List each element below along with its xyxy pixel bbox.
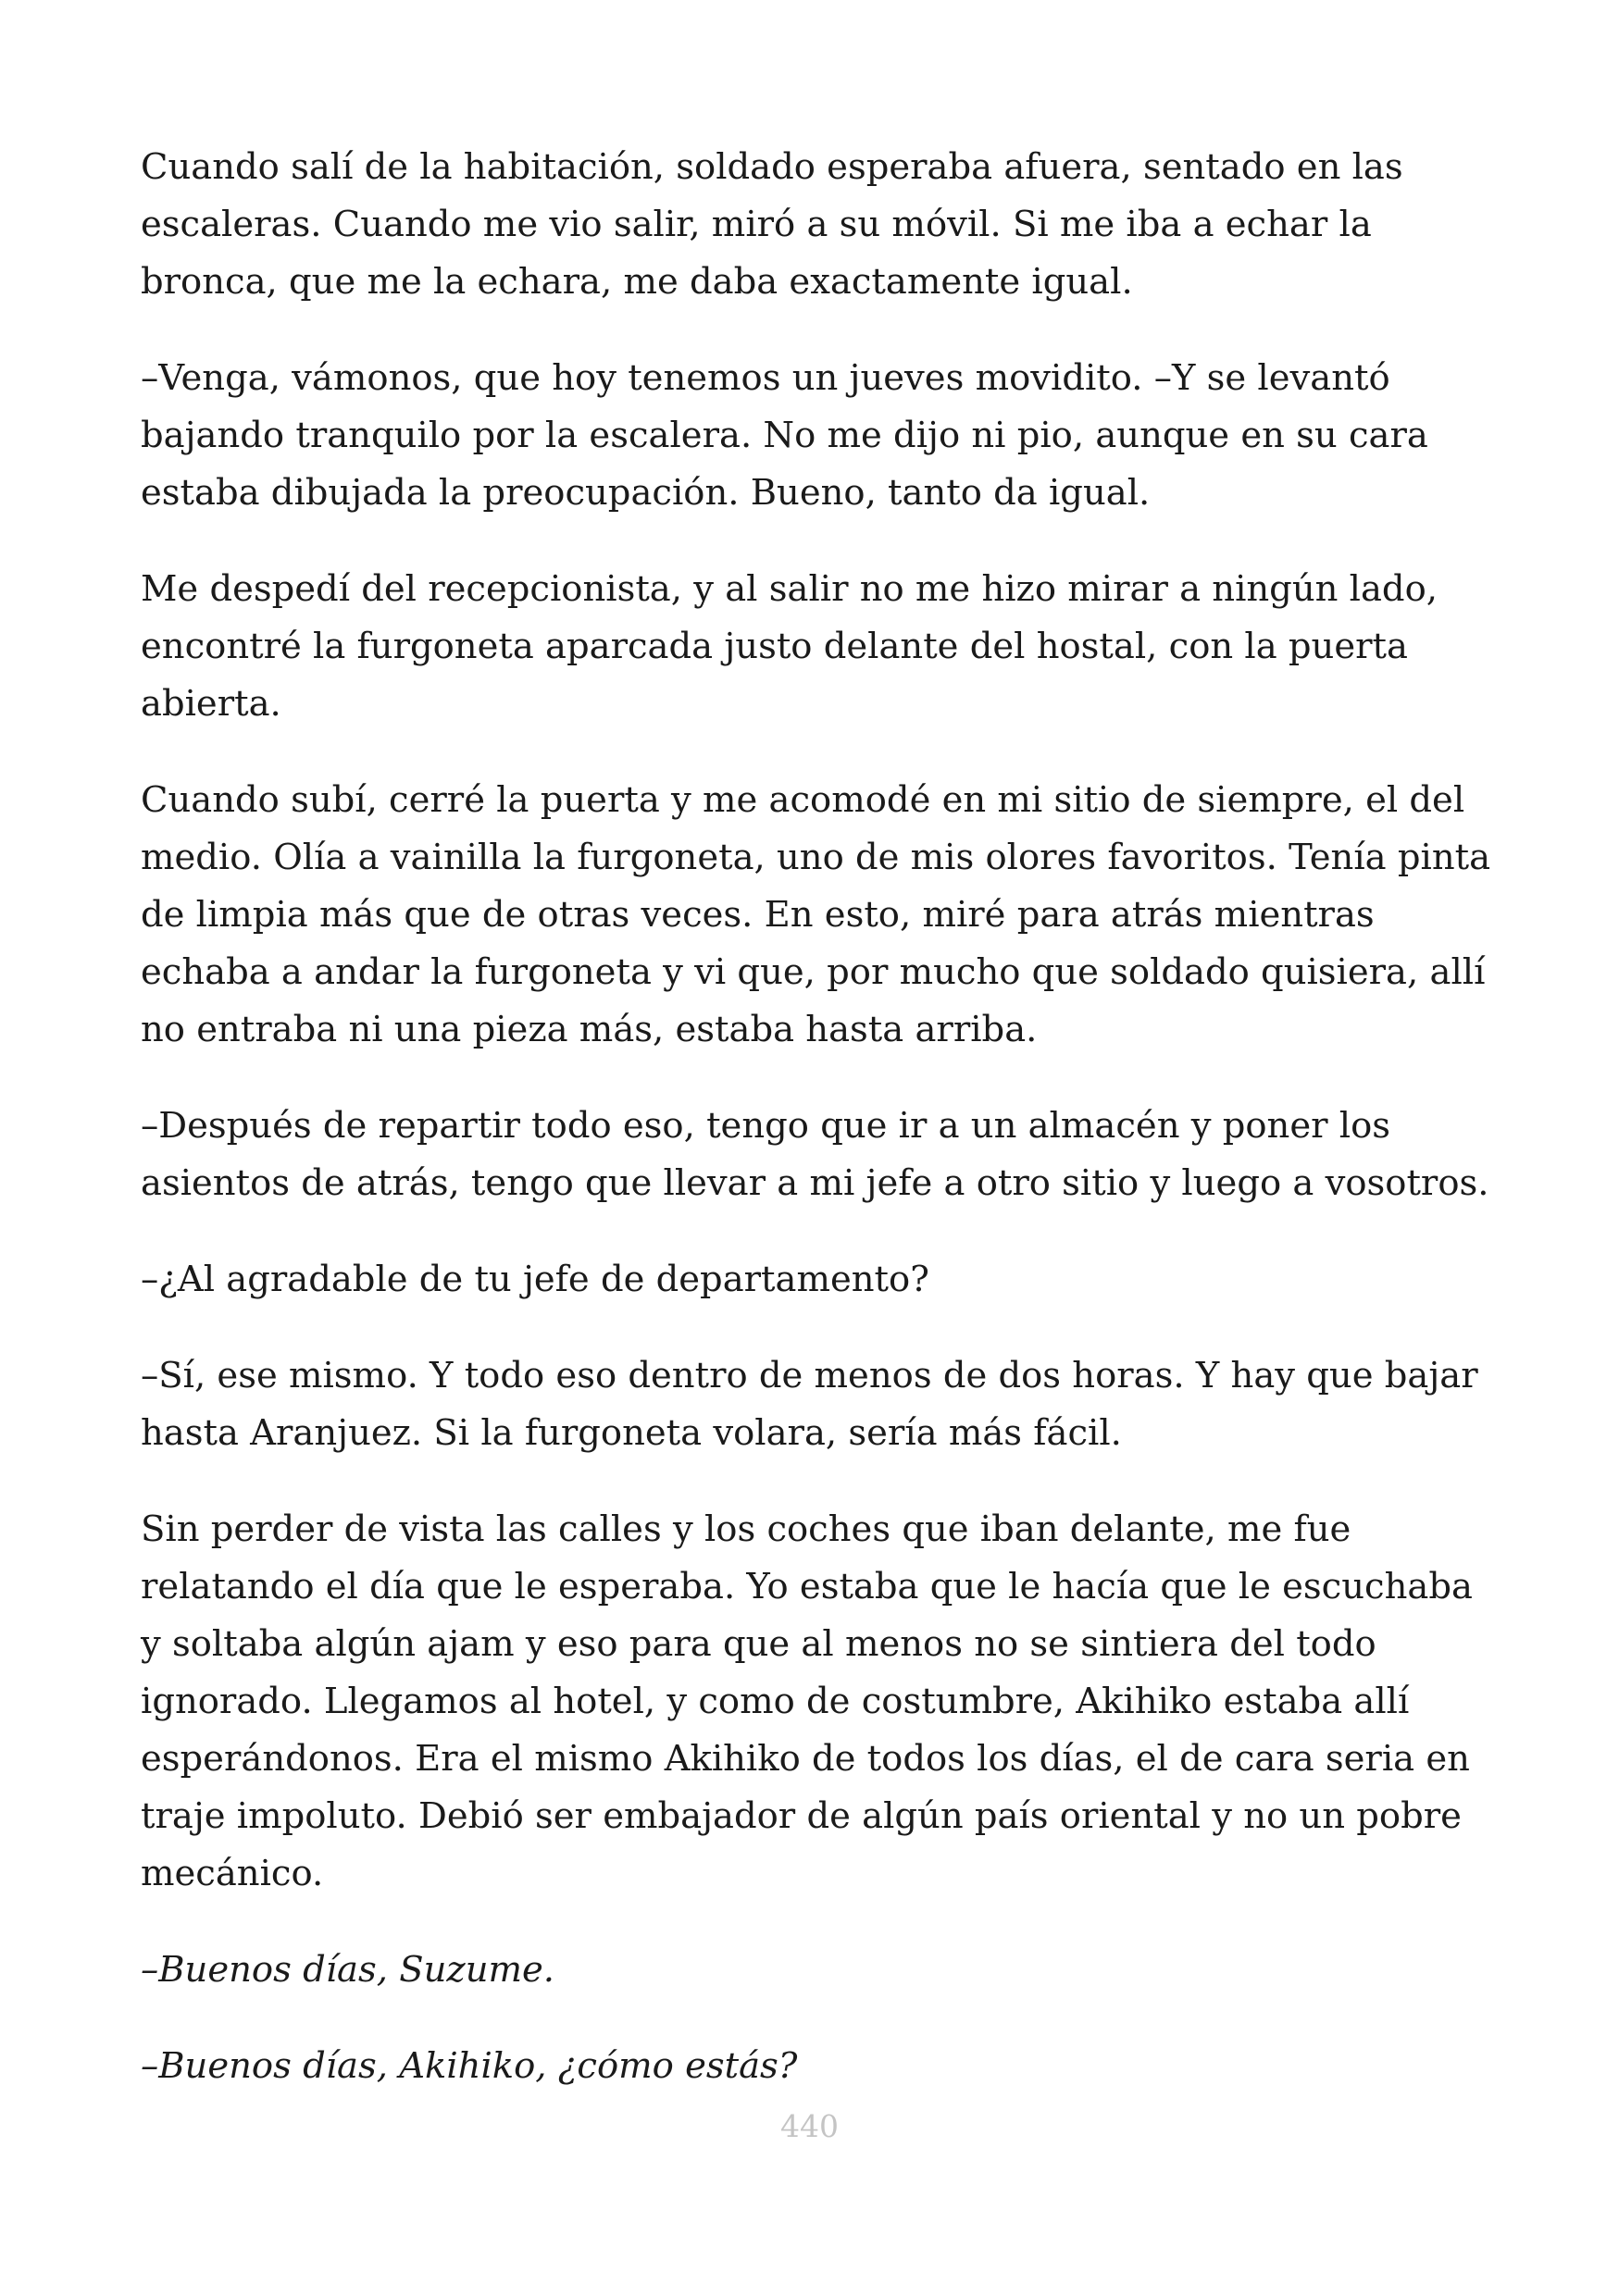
paragraph: –Sí, ese mismo. Y todo eso dentro de menos de dos horas. Y hay que bajar hasta Aranjuez. Si la furgoneta volara, sería más fácil. [141,1355,1478,1454]
paragraph: –Venga, vámonos, que hoy tenemos un jueves movidito. –Y se levantó bajando tranquilo por la escalera. No me dijo ni pio, aunque en su cara estaba dibujada la preocupación. Bueno, tanto da igual. [141,357,1428,514]
paragraph: Sin perder de vista las calles y los coches que iban delante, me fue relatando el día que le esperaba. Yo estaba que le hacía que le escuchaba y soltaba algún ajam y eso para que al menos no se sintiera del todo ignorado. Llegamos al hotel, y como de costumbre, Akihiko estaba allí esperándonos. Era el mismo Akihiko de todos los días, el de cara seria en traje impoluto. Debió ser embajador de algún país oriental y no un pobre mecánico. [141,1508,1473,1894]
paragraph: Me despedí del recepcionista, y al salir no me hizo mirar a ningún lado, encontré la furgoneta aparcada justo delante del hostal, con la puerta abierta. [141,568,1438,725]
body-text [141,139,1497,2134]
paragraph: Cuando salí de la habitación, soldado esperaba afuera, sentado en las escaleras. Cuando me vio salir, miró a su móvil. Si me iba a echar la bronca, que me la echara, me daba exactamente igual. [141,146,1403,303]
italic-dialogue-line: –Buenos días, Suzume. [141,1949,555,1991]
paragraph: –Después de repartir todo eso, tengo que ir a un almacén y poner los asientos de atrás, tengo que llevar a mi jefe a otro sitio y luego a vosotros. [141,1105,1489,1204]
italic-dialogue-line: –Buenos días, Akihiko, ¿cómo estás? [141,2045,798,2087]
page-number: 440 [780,2108,839,2144]
paragraph: –¿Al agradable de tu jefe de departamento? [141,1259,929,1300]
paragraph: Cuando subí, cerré la puerta y me acomodé en mi sitio de siempre, el del medio. Olía a vainilla la furgoneta, uno de mis olores favoritos. Tenía pinta de limpia más que de otras veces. En esto, miré para atrás mientras echaba a andar la furgoneta y vi que, por mucho que soldado quisiera, allí no entraba ni una pieza más, estaba hasta arriba. [141,779,1491,1050]
